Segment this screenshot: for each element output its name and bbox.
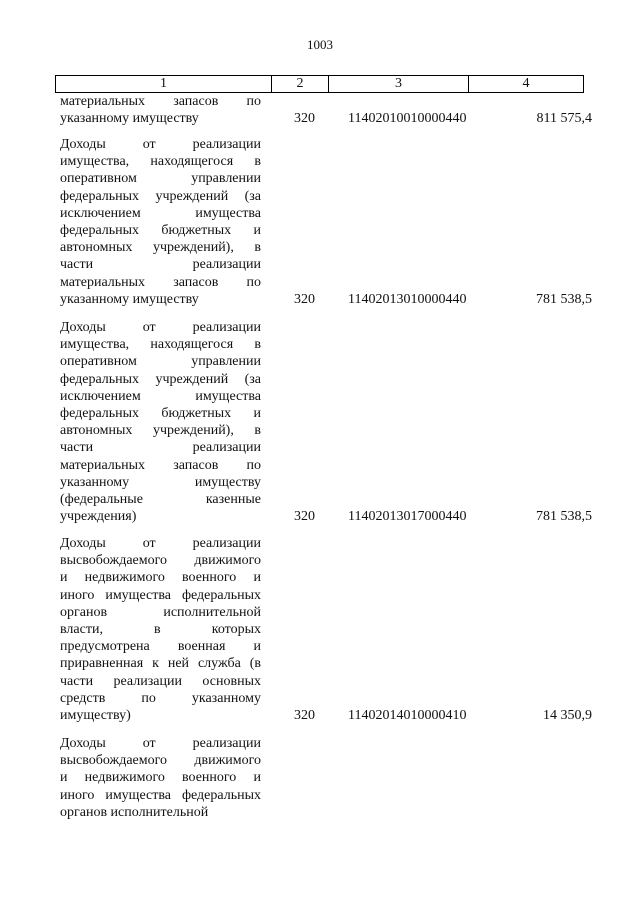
description-line: (федеральные казенные [60, 491, 261, 507]
description-line: власти, в которых [60, 621, 261, 637]
description-line: и недвижимого военного и [60, 570, 261, 586]
row-code: 320 [294, 291, 315, 307]
description-line: имущества, находящегося в [60, 154, 261, 170]
row-description [60, 735, 261, 821]
row-amount: 811 575,4 [536, 111, 592, 127]
description-line: имущества, находящегося в [60, 337, 261, 353]
description-line: Доходы от реализации [60, 137, 261, 152]
column-header-1: 1 [56, 76, 272, 93]
row-description [60, 535, 261, 724]
row-kbk: 11402014010000410 [348, 708, 467, 723]
description-line: средств по указанному [60, 690, 261, 706]
description-line: федеральных бюджетных и [60, 405, 261, 421]
description-line: Доходы от реализации [60, 320, 261, 335]
description-line: учреждения) [60, 509, 137, 525]
description-line: иного имущества федеральных [60, 787, 261, 803]
description-line: федеральных бюджетных и [60, 222, 261, 238]
row-amount: 14 350,9 [543, 708, 592, 723]
description-line: части реализации [60, 440, 261, 456]
description-line: оперативном управлении [60, 171, 261, 187]
column-header-3: 3 [329, 76, 469, 93]
row-code: 320 [294, 708, 315, 723]
row-description [60, 93, 261, 127]
description-line: оперативном управлении [60, 354, 261, 370]
description-line: органов исполнительной [60, 804, 209, 820]
column-header-4: 4 [469, 76, 584, 93]
row-kbk: 11402013010000440 [348, 291, 467, 307]
description-line: указанному имуществу [60, 291, 199, 307]
description-line: Доходы от реализации [60, 736, 261, 751]
row-code: 320 [294, 111, 315, 127]
description-line: органов исполнительной [60, 604, 261, 620]
row-kbk: 11402010010000440 [348, 111, 467, 127]
description-line: автономных учреждений), в [60, 240, 261, 256]
description-line: материальных запасов по [60, 94, 261, 109]
description-line: имуществу) [60, 707, 131, 723]
row-description [60, 136, 261, 308]
description-line: федеральных учреждений (за [60, 371, 261, 387]
description-line: иного имущества федеральных [60, 587, 261, 603]
column-header-row [56, 76, 584, 93]
description-line: федеральных учреждений (за [60, 188, 261, 204]
row-amount: 781 538,5 [536, 291, 592, 307]
description-line: автономных учреждений), в [60, 423, 261, 439]
description-line: исключением имущества [60, 388, 261, 404]
row-amount: 781 538,5 [536, 509, 592, 525]
description-line: Доходы от реализации [60, 536, 261, 551]
description-line: высвобождаемого движимого [60, 553, 261, 569]
row-code: 320 [294, 509, 315, 525]
description-line: высвобождаемого движимого [60, 753, 261, 769]
description-line: материальных запасов по [60, 274, 261, 290]
description-line: предусмотрена военная и [60, 639, 261, 655]
row-kbk: 11402013017000440 [348, 509, 467, 525]
description-line: указанному имуществу [60, 111, 199, 127]
description-line: части реализации основных [60, 673, 261, 689]
description-line: указанному имуществу [60, 474, 261, 490]
description-line: и недвижимого военного и [60, 770, 261, 786]
description-line: исключением имущества [60, 205, 261, 221]
description-line: части реализации [60, 257, 261, 273]
column-header-table [55, 75, 584, 93]
description-line: приравненная к ней служба (в [60, 656, 261, 672]
page-number: 1003 [307, 37, 333, 52]
row-description [60, 319, 261, 525]
column-header-2: 2 [272, 76, 329, 93]
description-line: материальных запасов по [60, 457, 261, 473]
